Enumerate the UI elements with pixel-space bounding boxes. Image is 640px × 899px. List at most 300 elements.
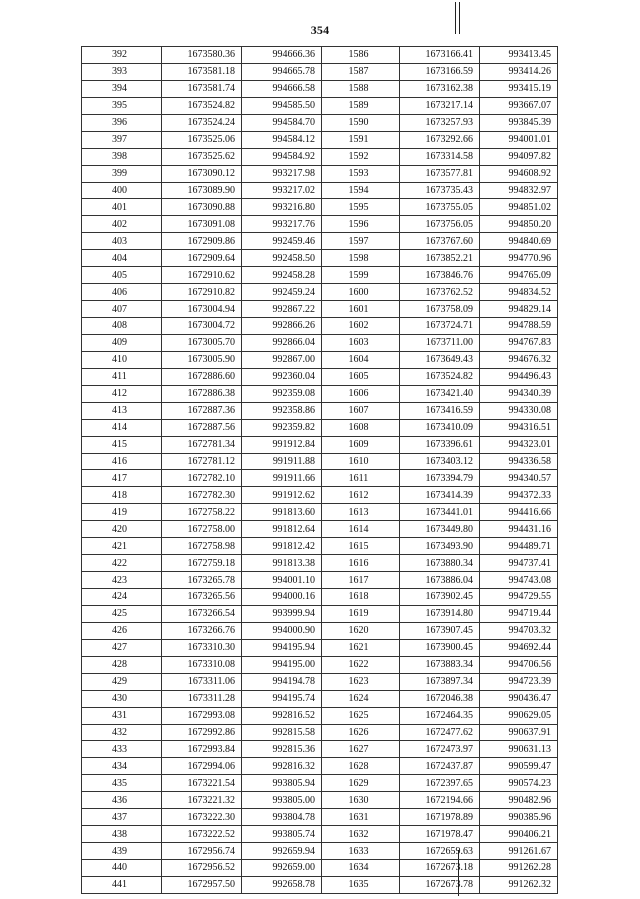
x-coordinate-left: 1672886.38	[162, 385, 242, 402]
point-number-left: 411	[82, 368, 162, 385]
point-number-right: 1591	[322, 131, 400, 148]
x-coordinate-left: 1673524.82	[162, 97, 242, 114]
y-coordinate-left: 991812.42	[242, 538, 322, 555]
point-number-left: 426	[82, 622, 162, 639]
x-coordinate-left: 1672781.34	[162, 436, 242, 453]
x-coordinate-right: 1673394.79	[400, 470, 480, 487]
y-coordinate-right: 994340.39	[480, 385, 558, 402]
y-coordinate-right: 994001.01	[480, 131, 558, 148]
point-number-left: 404	[82, 250, 162, 267]
y-coordinate-left: 993217.98	[242, 165, 322, 182]
x-coordinate-right: 1673880.34	[400, 555, 480, 572]
y-coordinate-left: 993805.74	[242, 826, 322, 843]
point-number-right: 1619	[322, 605, 400, 622]
y-coordinate-left: 991813.38	[242, 555, 322, 572]
y-coordinate-right: 990436.47	[480, 690, 558, 707]
point-number-left: 419	[82, 504, 162, 521]
y-coordinate-left: 991912.84	[242, 436, 322, 453]
y-coordinate-left: 992459.24	[242, 284, 322, 301]
y-coordinate-right: 994416.66	[480, 504, 558, 521]
x-coordinate-right: 1673756.05	[400, 216, 480, 233]
y-coordinate-left: 994000.16	[242, 589, 322, 606]
x-coordinate-right: 1673217.14	[400, 97, 480, 114]
y-coordinate-right: 993413.45	[480, 47, 558, 64]
x-coordinate-right: 1673767.60	[400, 233, 480, 250]
x-coordinate-right: 1673755.05	[400, 199, 480, 216]
point-number-right: 1615	[322, 538, 400, 555]
point-number-right: 1609	[322, 436, 400, 453]
x-coordinate-right: 1673493.90	[400, 538, 480, 555]
point-number-right: 1599	[322, 267, 400, 284]
table-row	[82, 876, 558, 893]
point-number-left: 394	[82, 80, 162, 97]
y-coordinate-right: 994431.16	[480, 521, 558, 538]
point-number-right: 1620	[322, 622, 400, 639]
x-coordinate-left: 1673221.54	[162, 775, 242, 792]
y-coordinate-left: 994666.58	[242, 80, 322, 97]
coordinates-table	[81, 46, 558, 894]
y-coordinate-left: 993217.76	[242, 216, 322, 233]
table-row	[82, 148, 558, 165]
x-coordinate-right: 1673914.80	[400, 605, 480, 622]
x-coordinate-right: 1673902.45	[400, 589, 480, 606]
x-coordinate-right: 1673886.04	[400, 572, 480, 589]
y-coordinate-left: 991912.62	[242, 487, 322, 504]
y-coordinate-left: 991812.64	[242, 521, 322, 538]
page-number: 354	[310, 23, 330, 37]
x-coordinate-right: 1673649.43	[400, 351, 480, 368]
x-coordinate-left: 1672909.64	[162, 250, 242, 267]
point-number-left: 392	[82, 47, 162, 64]
x-coordinate-right: 1672464.35	[400, 707, 480, 724]
table-row	[82, 860, 558, 877]
y-coordinate-left: 992658.78	[242, 876, 322, 893]
x-coordinate-right: 1673762.52	[400, 284, 480, 301]
y-coordinate-left: 994195.00	[242, 656, 322, 673]
y-coordinate-right: 993667.07	[480, 97, 558, 114]
point-number-left: 422	[82, 555, 162, 572]
y-coordinate-right: 991262.32	[480, 876, 558, 893]
point-number-right: 1606	[322, 385, 400, 402]
binding-mark	[455, 2, 456, 34]
x-coordinate-left: 1672782.10	[162, 470, 242, 487]
y-coordinate-right: 994834.52	[480, 284, 558, 301]
point-number-left: 428	[82, 656, 162, 673]
point-number-left: 438	[82, 826, 162, 843]
x-coordinate-left: 1672758.22	[162, 504, 242, 521]
point-number-right: 1632	[322, 826, 400, 843]
y-coordinate-right: 993414.26	[480, 63, 558, 80]
y-coordinate-left: 994585.50	[242, 97, 322, 114]
x-coordinate-right: 1671978.89	[400, 809, 480, 826]
x-coordinate-right: 1672194.66	[400, 792, 480, 809]
table-row	[82, 741, 558, 758]
point-number-right: 1625	[322, 707, 400, 724]
y-coordinate-right: 994840.69	[480, 233, 558, 250]
table-row	[82, 622, 558, 639]
y-coordinate-left: 992458.28	[242, 267, 322, 284]
x-coordinate-right: 1673421.40	[400, 385, 480, 402]
y-coordinate-left: 994000.90	[242, 622, 322, 639]
table-row	[82, 826, 558, 843]
point-number-left: 393	[82, 63, 162, 80]
x-coordinate-right: 1673883.34	[400, 656, 480, 673]
y-coordinate-left: 993216.80	[242, 199, 322, 216]
y-coordinate-left: 992359.82	[242, 419, 322, 436]
y-coordinate-right: 994706.56	[480, 656, 558, 673]
y-coordinate-right: 991261.67	[480, 843, 558, 860]
x-coordinate-left: 1673580.36	[162, 47, 242, 64]
x-coordinate-left: 1673004.72	[162, 318, 242, 335]
x-coordinate-left: 1672886.60	[162, 368, 242, 385]
table-row	[82, 724, 558, 741]
table-row	[82, 843, 558, 860]
x-coordinate-right: 1673414.39	[400, 487, 480, 504]
table-row	[82, 453, 558, 470]
point-number-left: 421	[82, 538, 162, 555]
y-coordinate-left: 992866.04	[242, 334, 322, 351]
x-coordinate-left: 1672887.56	[162, 419, 242, 436]
y-coordinate-right: 994723.39	[480, 673, 558, 690]
x-coordinate-right: 1673257.93	[400, 114, 480, 131]
point-number-right: 1624	[322, 690, 400, 707]
x-coordinate-right: 1673524.82	[400, 368, 480, 385]
point-number-right: 1631	[322, 809, 400, 826]
table-row	[82, 707, 558, 724]
x-coordinate-left: 1673311.28	[162, 690, 242, 707]
table-row	[82, 487, 558, 504]
point-number-right: 1611	[322, 470, 400, 487]
table-row	[82, 419, 558, 436]
x-coordinate-right: 1672437.87	[400, 758, 480, 775]
table-row	[82, 216, 558, 233]
point-number-left: 405	[82, 267, 162, 284]
point-number-left: 407	[82, 301, 162, 318]
y-coordinate-left: 992867.00	[242, 351, 322, 368]
point-number-left: 402	[82, 216, 162, 233]
y-coordinate-right: 990574.23	[480, 775, 558, 792]
table-row	[82, 47, 558, 64]
x-coordinate-right: 1673166.59	[400, 63, 480, 80]
point-number-left: 395	[82, 97, 162, 114]
point-number-left: 397	[82, 131, 162, 148]
point-number-right: 1589	[322, 97, 400, 114]
point-number-right: 1618	[322, 589, 400, 606]
x-coordinate-left: 1673089.90	[162, 182, 242, 199]
table-row	[82, 470, 558, 487]
x-coordinate-right: 1673441.01	[400, 504, 480, 521]
y-coordinate-right: 991262.28	[480, 860, 558, 877]
point-number-left: 425	[82, 605, 162, 622]
point-number-left: 430	[82, 690, 162, 707]
x-coordinate-right: 1672673.18	[400, 860, 480, 877]
x-coordinate-left: 1672956.52	[162, 860, 242, 877]
y-coordinate-left: 993217.02	[242, 182, 322, 199]
point-number-left: 403	[82, 233, 162, 250]
y-coordinate-left: 991911.88	[242, 453, 322, 470]
point-number-right: 1604	[322, 351, 400, 368]
table-row	[82, 199, 558, 216]
x-coordinate-right: 1671978.47	[400, 826, 480, 843]
point-number-right: 1628	[322, 758, 400, 775]
y-coordinate-right: 993845.39	[480, 114, 558, 131]
x-coordinate-left: 1672758.98	[162, 538, 242, 555]
x-coordinate-right: 1673577.81	[400, 165, 480, 182]
x-coordinate-left: 1672759.18	[162, 555, 242, 572]
table-row	[82, 334, 558, 351]
binding-mark	[459, 2, 460, 34]
x-coordinate-right: 1673314.58	[400, 148, 480, 165]
point-number-left: 427	[82, 639, 162, 656]
point-number-right: 1610	[322, 453, 400, 470]
table-row	[82, 758, 558, 775]
x-coordinate-left: 1673222.52	[162, 826, 242, 843]
point-number-right: 1595	[322, 199, 400, 216]
y-coordinate-left: 992359.08	[242, 385, 322, 402]
table-row	[82, 131, 558, 148]
x-coordinate-right: 1673292.66	[400, 131, 480, 148]
table-row	[82, 182, 558, 199]
y-coordinate-left: 994001.10	[242, 572, 322, 589]
y-coordinate-right: 994097.82	[480, 148, 558, 165]
x-coordinate-right: 1673852.21	[400, 250, 480, 267]
point-number-left: 418	[82, 487, 162, 504]
y-coordinate-right: 994372.33	[480, 487, 558, 504]
y-coordinate-left: 994194.78	[242, 673, 322, 690]
point-number-right: 1586	[322, 47, 400, 64]
point-number-right: 1592	[322, 148, 400, 165]
y-coordinate-right: 994788.59	[480, 318, 558, 335]
y-coordinate-left: 992867.22	[242, 301, 322, 318]
y-coordinate-left: 994584.12	[242, 131, 322, 148]
x-coordinate-right: 1673907.45	[400, 622, 480, 639]
table-row	[82, 538, 558, 555]
y-coordinate-left: 992816.52	[242, 707, 322, 724]
table-row	[82, 284, 558, 301]
point-number-left: 441	[82, 876, 162, 893]
point-number-left: 439	[82, 843, 162, 860]
x-coordinate-left: 1672758.00	[162, 521, 242, 538]
y-coordinate-left: 994195.94	[242, 639, 322, 656]
y-coordinate-left: 992458.50	[242, 250, 322, 267]
point-number-left: 399	[82, 165, 162, 182]
point-number-right: 1598	[322, 250, 400, 267]
y-coordinate-left: 992358.86	[242, 402, 322, 419]
x-coordinate-right: 1673166.41	[400, 47, 480, 64]
x-coordinate-left: 1672909.86	[162, 233, 242, 250]
x-coordinate-left: 1673525.06	[162, 131, 242, 148]
x-coordinate-right: 1672046.38	[400, 690, 480, 707]
x-coordinate-left: 1672910.82	[162, 284, 242, 301]
point-number-left: 413	[82, 402, 162, 419]
point-number-right: 1635	[322, 876, 400, 893]
x-coordinate-left: 1673265.56	[162, 589, 242, 606]
point-number-right: 1603	[322, 334, 400, 351]
x-coordinate-left: 1673266.76	[162, 622, 242, 639]
x-coordinate-right: 1673711.00	[400, 334, 480, 351]
table-row	[82, 233, 558, 250]
x-coordinate-left: 1672957.50	[162, 876, 242, 893]
y-coordinate-left: 992360.04	[242, 368, 322, 385]
point-number-right: 1614	[322, 521, 400, 538]
point-number-right: 1605	[322, 368, 400, 385]
x-coordinate-right: 1673449.80	[400, 521, 480, 538]
point-number-right: 1590	[322, 114, 400, 131]
point-number-left: 433	[82, 741, 162, 758]
table-row	[82, 775, 558, 792]
table-row	[82, 521, 558, 538]
x-coordinate-right: 1673758.09	[400, 301, 480, 318]
point-number-right: 1597	[322, 233, 400, 250]
point-number-right: 1634	[322, 860, 400, 877]
y-coordinate-left: 991813.60	[242, 504, 322, 521]
point-number-right: 1594	[322, 182, 400, 199]
point-number-right: 1621	[322, 639, 400, 656]
table-row	[82, 605, 558, 622]
point-number-right: 1630	[322, 792, 400, 809]
y-coordinate-left: 992816.32	[242, 758, 322, 775]
point-number-right: 1613	[322, 504, 400, 521]
table-row	[82, 267, 558, 284]
y-coordinate-left: 992659.94	[242, 843, 322, 860]
y-coordinate-left: 993805.94	[242, 775, 322, 792]
point-number-right: 1587	[322, 63, 400, 80]
point-number-left: 414	[82, 419, 162, 436]
y-coordinate-right: 994851.02	[480, 199, 558, 216]
x-coordinate-left: 1673524.24	[162, 114, 242, 131]
point-number-left: 417	[82, 470, 162, 487]
y-coordinate-right: 990637.91	[480, 724, 558, 741]
x-coordinate-left: 1673005.70	[162, 334, 242, 351]
table-row	[82, 809, 558, 826]
x-coordinate-left: 1673222.30	[162, 809, 242, 826]
point-number-right: 1608	[322, 419, 400, 436]
y-coordinate-left: 992459.46	[242, 233, 322, 250]
x-coordinate-left: 1672781.12	[162, 453, 242, 470]
x-coordinate-left: 1672993.84	[162, 741, 242, 758]
y-coordinate-right: 994340.57	[480, 470, 558, 487]
table-row	[82, 385, 558, 402]
x-coordinate-right: 1673846.76	[400, 267, 480, 284]
table-row	[82, 63, 558, 80]
point-number-left: 408	[82, 318, 162, 335]
x-coordinate-right: 1672659.63	[400, 843, 480, 860]
y-coordinate-right: 994729.55	[480, 589, 558, 606]
y-coordinate-right: 990385.96	[480, 809, 558, 826]
y-coordinate-right: 994719.44	[480, 605, 558, 622]
y-coordinate-left: 992815.36	[242, 741, 322, 758]
y-coordinate-left: 994666.36	[242, 47, 322, 64]
y-coordinate-right: 994765.09	[480, 267, 558, 284]
table-row	[82, 436, 558, 453]
y-coordinate-right: 994692.44	[480, 639, 558, 656]
x-coordinate-right: 1673416.59	[400, 402, 480, 419]
point-number-left: 396	[82, 114, 162, 131]
point-number-right: 1629	[322, 775, 400, 792]
y-coordinate-right: 990631.13	[480, 741, 558, 758]
point-number-left: 415	[82, 436, 162, 453]
x-coordinate-right: 1673396.61	[400, 436, 480, 453]
y-coordinate-right: 994323.01	[480, 436, 558, 453]
point-number-right: 1623	[322, 673, 400, 690]
x-coordinate-left: 1673310.30	[162, 639, 242, 656]
x-coordinate-right: 1673162.38	[400, 80, 480, 97]
x-coordinate-right: 1673735.43	[400, 182, 480, 199]
y-coordinate-right: 994608.92	[480, 165, 558, 182]
point-number-left: 401	[82, 199, 162, 216]
point-number-left: 434	[82, 758, 162, 775]
y-coordinate-right: 994330.08	[480, 402, 558, 419]
point-number-right: 1633	[322, 843, 400, 860]
y-coordinate-right: 994770.96	[480, 250, 558, 267]
table-row	[82, 250, 558, 267]
point-number-left: 432	[82, 724, 162, 741]
point-number-left: 406	[82, 284, 162, 301]
coordinates-table-body	[82, 47, 558, 894]
point-number-left: 398	[82, 148, 162, 165]
x-coordinate-left: 1673091.08	[162, 216, 242, 233]
x-coordinate-left: 1672956.74	[162, 843, 242, 860]
x-coordinate-left: 1673265.78	[162, 572, 242, 589]
x-coordinate-left: 1672782.30	[162, 487, 242, 504]
x-coordinate-right: 1673410.09	[400, 419, 480, 436]
x-coordinate-left: 1672992.86	[162, 724, 242, 741]
y-coordinate-left: 993805.00	[242, 792, 322, 809]
x-coordinate-left: 1673310.08	[162, 656, 242, 673]
y-coordinate-left: 994195.74	[242, 690, 322, 707]
point-number-left: 436	[82, 792, 162, 809]
table-row	[82, 690, 558, 707]
x-coordinate-right: 1673403.12	[400, 453, 480, 470]
y-coordinate-right: 994850.20	[480, 216, 558, 233]
point-number-right: 1588	[322, 80, 400, 97]
point-number-left: 429	[82, 673, 162, 690]
point-number-left: 410	[82, 351, 162, 368]
y-coordinate-right: 994767.83	[480, 334, 558, 351]
point-number-left: 423	[82, 572, 162, 589]
point-number-right: 1626	[322, 724, 400, 741]
point-number-left: 416	[82, 453, 162, 470]
y-coordinate-left: 994584.92	[242, 148, 322, 165]
table-row	[82, 639, 558, 656]
table-row	[82, 673, 558, 690]
x-coordinate-left: 1673004.94	[162, 301, 242, 318]
x-coordinate-right: 1672397.65	[400, 775, 480, 792]
point-number-right: 1607	[322, 402, 400, 419]
point-number-left: 409	[82, 334, 162, 351]
point-number-left: 412	[82, 385, 162, 402]
x-coordinate-right: 1673897.34	[400, 673, 480, 690]
y-coordinate-right: 994737.41	[480, 555, 558, 572]
table-row	[82, 114, 558, 131]
table-row	[82, 572, 558, 589]
x-coordinate-left: 1673221.32	[162, 792, 242, 809]
point-number-right: 1616	[322, 555, 400, 572]
x-coordinate-left: 1672994.06	[162, 758, 242, 775]
x-coordinate-left: 1673266.54	[162, 605, 242, 622]
x-coordinate-left: 1673090.88	[162, 199, 242, 216]
point-number-left: 440	[82, 860, 162, 877]
point-number-right: 1601	[322, 301, 400, 318]
point-number-right: 1596	[322, 216, 400, 233]
y-coordinate-left: 994665.78	[242, 63, 322, 80]
table-row	[82, 165, 558, 182]
x-coordinate-left: 1673525.62	[162, 148, 242, 165]
y-coordinate-right: 994743.08	[480, 572, 558, 589]
point-number-right: 1627	[322, 741, 400, 758]
y-coordinate-right: 994703.32	[480, 622, 558, 639]
x-coordinate-left: 1672910.62	[162, 267, 242, 284]
